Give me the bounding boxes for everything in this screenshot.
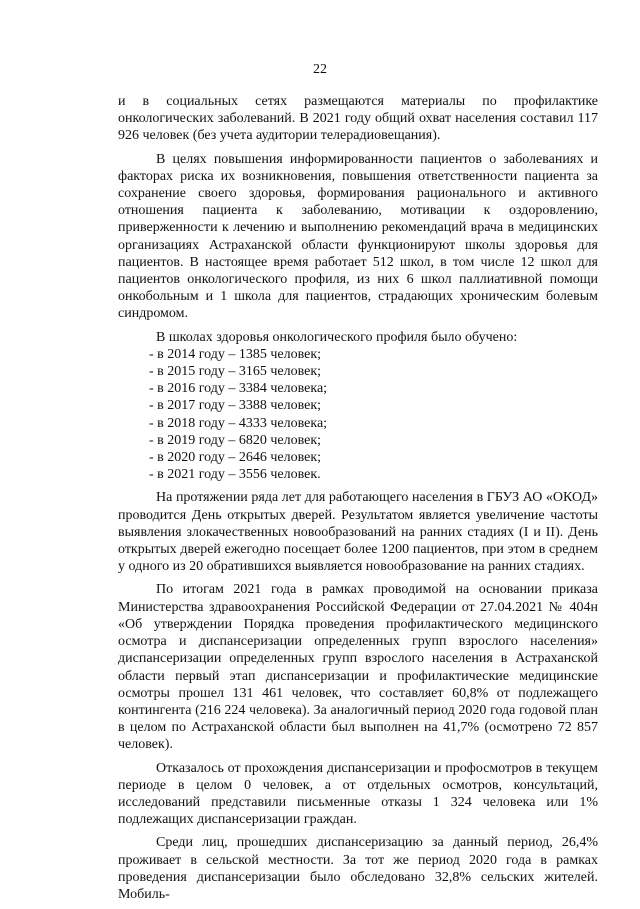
list-item: - в 2017 году – 3388 человек;: [149, 398, 322, 414]
list-item: - в 2018 году – 4333 человека;: [149, 415, 328, 431]
page-number: 22: [313, 62, 327, 77]
paragraph-refusals: Отказалось от прохождения диспансеризации и профосмотров в текущем периоде в целом 0 человек, а от отдельных осмотров, консультаций, исследований представили письменные отказы 1 324 человека или 1% подлежащих диспансеризации граждан.: [118, 760, 598, 828]
paragraph-rural-residents: Среди лиц, прошедших диспансеризацию за данный период, 26,4% проживает в сельской местности. За тот же период 2020 года в рамках проведения диспансеризации было обследовано 32,8% сельских жителей. Мобиль-: [118, 835, 598, 902]
paragraph-dispensarization-results: По итогам 2021 года в рамках проводимой на основании приказа Министерства здравоохранения Российской Федерации от 27.04.2021 № 404н «Об утверждении Порядка проведения профилактического медицинского осмотра и диспансеризации определенных групп взрослого населения» диспансеризации определенных групп взрослого населения в Астраханской области первый этап диспансеризации и профилактические медицинские осмотры прошел 131 461 человек, что составляет 60,8% от подлежащего контингента (216 224 человека). За аналогичный период 2020 года годовой план в целом по Астраханской области был выполнен на 41,7% (осмотрено 72 857 человек).: [118, 582, 598, 753]
list-item: - в 2014 году – 1385 человек;: [149, 346, 322, 362]
list-item: - в 2020 году – 2646 человек;: [149, 450, 322, 466]
paragraph-trained-intro: В школах здоровья онкологического профиля было обучено:: [156, 329, 518, 345]
page-content: [118, 93, 598, 909]
list-item: - в 2021 году – 3556 человек.: [149, 467, 321, 483]
list-item: - в 2019 году – 6820 человек;: [149, 432, 322, 448]
trained-by-year-list: [149, 346, 598, 484]
paragraph-outreach: и в социальных сетях размещаются материалы по профилактике онкологических заболеваний. В 2021 году общий охват населения составил 117 926 человек (без учета аудитории телерадиовещания).: [118, 94, 598, 144]
list-item: - в 2016 году – 3384 человека;: [149, 381, 328, 397]
paragraph-open-doors-day: На протяжении ряда лет для работающего населения в ГБУЗ АО «ОКОД» проводится День открытых дверей. Результатом является увеличение частоты выявления злокачественных новообразований на ранних стадиях (I и II). День открытых дверей ежегодно посещает более 1200 пациентов, при этом в среднем у одного из 20 обратившихся выявляется новообразование на ранних стадиях.: [118, 490, 598, 575]
list-item: - в 2015 году – 3165 человек;: [149, 364, 322, 380]
paragraph-health-schools: В целях повышения информированности пациентов о заболеваниях и факторах риска их возникновения, повышения ответственности пациента за сохранение своего здоровья, формирования рационального и активного отношения пациента к заболеванию, мотивации к оздоровлению, приверженности к лечению и выполнению рекомендаций врача в медицинских организациях Астраханской области функционируют школы здоровья для пациентов. В настоящее время работает 512 школ, в том числе 12 школ для пациентов онкологического профиля, из них 6 школ паллиативной помощи онкобольным и 1 школа для пациентов, страдающих хроническим болевым синдромом.: [118, 151, 598, 322]
